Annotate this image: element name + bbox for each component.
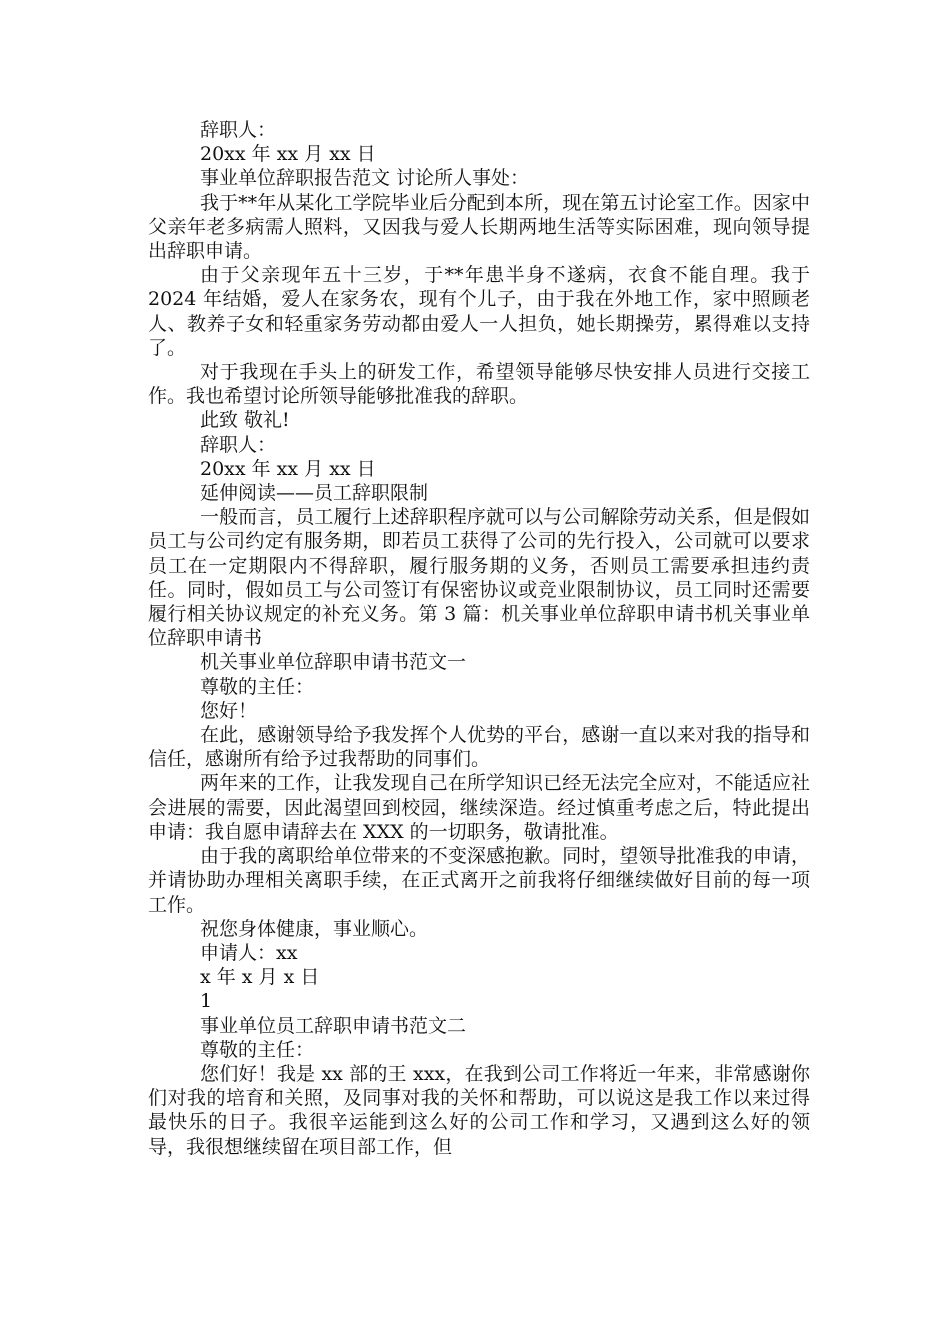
section-heading: 事业单位辞职报告范文 讨论所人事处： [200,167,530,190]
date-line: 20xx 年 xx 月 xx 日 [200,457,376,480]
date-line: 20xx 年 xx 月 xx 日 [200,143,376,166]
paragraph: 对于我现在手头上的研发工作，希望领导能够尽快安排人员进行交接工作。我也希望讨论所领导能够批准我的辞职。 [148,361,810,408]
section-heading: 延伸阅读——员工辞职限制 [200,482,429,505]
section-heading: 事业单位员工辞职申请书范文二 [200,1014,467,1037]
closing-line: 此致 敬礼! [200,409,290,432]
section-heading: 机关事业单位辞职申请书范文一 [200,651,467,674]
paragraph: 由于我的离职给单位带来的不变深感抱歉。同时，望领导批准我的申请，并请协助办理相关离职手续，在正式离开之前我将仔细继续做好目前的每一项工作。 [148,845,810,916]
page-number: 1 [200,990,213,1013]
paragraph: 在此，感谢领导给予我发挥个人优势的平台，感谢一直以来对我的指导和信任，感谢所有给予过我帮助的同事们。 [148,724,810,771]
paragraph: 由于父亲现年五十三岁，于**年患半身不遂病，衣食不能自理。我于 2024 年结婚，爱人在家务农，现有个儿子，由于我在外地工作，家中照顾老人、教养子女和轻重家务劳动都由爱人一人担负，她长期操劳，累得难以支持了。 [148,264,810,359]
salutation: 尊敬的主任： [200,1038,315,1061]
greeting: 您好！ [200,699,258,722]
signature-label: 辞职人： [200,433,277,456]
document-body [148,118,810,1159]
paragraph: 我于**年从某化工学院毕业后分配到本所，现在第五讨论室工作。因家中父亲年老多病需人照料，又因我与爱人长期两地生活等实际困难，现向领导提出辞职申请。 [148,191,810,263]
paragraph: 一般而言，员工履行上述辞职程序就可以与公司解除劳动关系，但是假如员工与公司约定有服务期，即若员工获得了公司的先行投入，公司就可以要求员工在一定期限内不得辞职，履行服务期的义务，否则员工需要承担违约责任。同时，假如员工与公司签订有保密协议或竞业限制协议，员工同时还需要履行相关协议规定的补充义务。第 3 篇：机关事业单位辞职申请书机关事业单位辞职申请书 [148,506,810,650]
signature-label: 辞职人： [200,119,277,141]
paragraph: 您们好！我是 xx 部的王 xxx，在我到公司工作将近一年来，非常感谢你们对我的培育和关照，及同事对我的关怀和帮助，可以说这是我工作以来过得最快乐的日子。我很辛运能到这么好的公司工作和学习，又遇到这么好的领导，我很想继续留在项目部工作，但 [148,1062,810,1158]
applicant-line: 申请人：xx [200,941,298,964]
date-line: x 年 x 月 x 日 [200,966,320,989]
paragraph: 两年来的工作，让我发现自己在所学知识已经无法完全应对，不能适应社会进展的需要，因此渴望回到校园，继续深造。经过慎重考虑之后，特此提出申请：我自愿申请辞去在 XXX 的一切职务，敬请批准。 [148,772,810,843]
closing-line: 祝您身体健康，事业顺心。 [200,917,429,940]
salutation: 尊敬的主任： [200,675,315,698]
